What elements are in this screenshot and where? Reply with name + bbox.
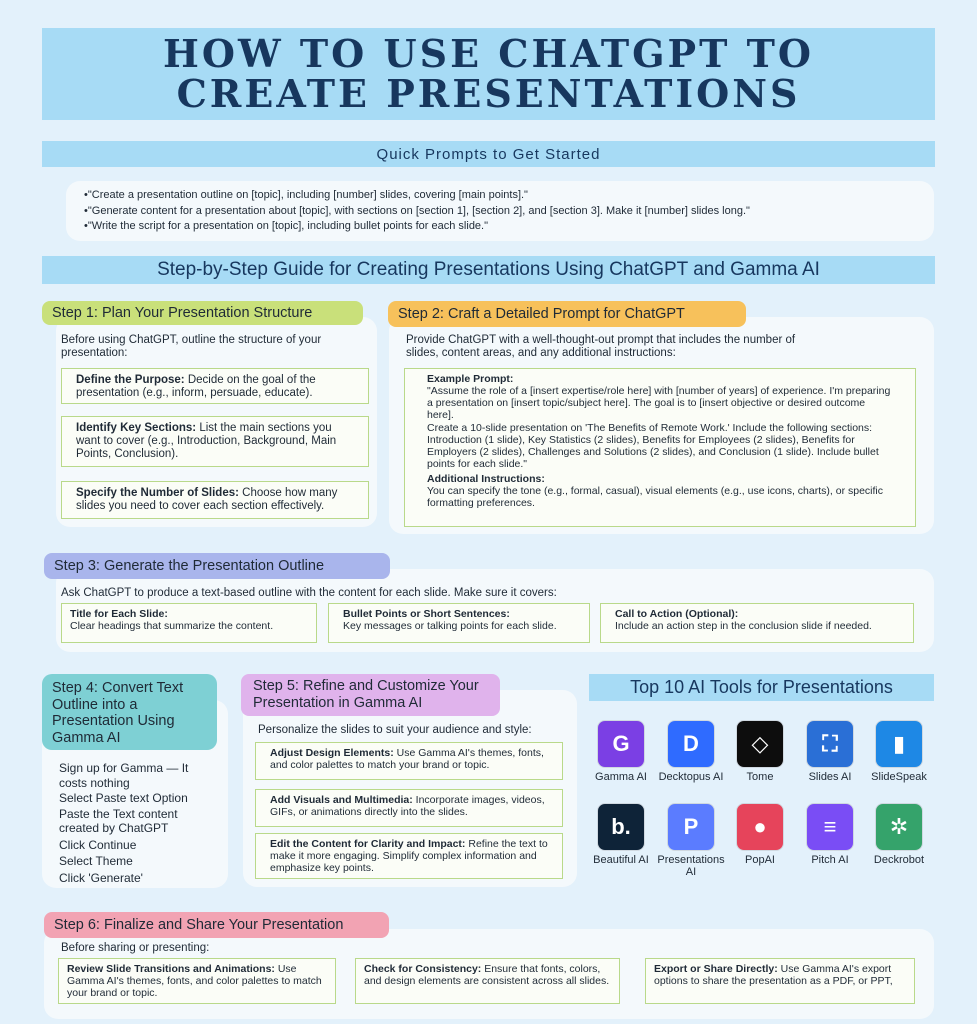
step5-title: Step 5: Refine and Customize Your Presentation in Gamma AI (241, 674, 500, 716)
step5-box-content: Edit the Content for Clarity and Impact: Refine the text to make it more engaging. Simplify complex information and emphasize key points. (255, 833, 563, 879)
additional-instructions-text: You can specify the tone (e.g., formal, casual), visual elements (e.g., use icons, charts), or specific formatting preferences. (427, 485, 883, 509)
tool-item (656, 720, 726, 783)
step6-box-transitions: Review Slide Transitions and Animations: Use Gamma AI's themes, fonts, and color palettes to match your brand or topic. (58, 958, 336, 1004)
decktopus-logo-icon: D (667, 720, 715, 768)
step1-intro: Before using ChatGPT, outline the structure of your presentation: (61, 334, 322, 359)
step4-item: Select Paste text Option (59, 791, 188, 805)
step4-item: Paste the Text content created by ChatGPT (59, 806, 178, 835)
beautiful-logo-icon: b. (597, 803, 645, 851)
tool-name: Beautiful AI (593, 854, 649, 866)
tool-item (586, 720, 656, 783)
gamma-logo-icon: G (597, 720, 645, 768)
tool-item (795, 803, 865, 866)
tool-item (656, 803, 726, 878)
tool-name: Gamma AI (595, 771, 647, 783)
guide-heading: Step-by-Step Guide for Creating Presentations Using ChatGPT and Gamma AI (42, 256, 935, 284)
tool-item (725, 803, 795, 866)
step3-box-cta: Call to Action (Optional): Include an action step in the conclusion slide if needed. (600, 603, 914, 643)
tool-name: Slides AI (808, 771, 852, 783)
quick-prompt-item: • "Create a presentation outline on [topic], including [number] slides, covering [main points]." (84, 188, 916, 204)
quick-prompt-item: • "Generate content for a presentation about [topic], with sections on [section 1], [section 2], and [section 3]. Make it [number] slides long." (84, 204, 916, 220)
slidesai-logo-icon: ⛶ (806, 720, 854, 768)
tool-name: Deckrobot (873, 854, 925, 866)
example-prompt-p1: "Assume the role of a [insert expertise/role here] with [number of years] of experience. I'm preparing a presentation on [insert topic/subject here]. The goal is to [insert objective or desired outcome here]. (427, 385, 891, 421)
step5-box-visuals: Add Visuals and Multimedia: Incorporate images, videos, GIFs, or animations directly into the slides. (255, 789, 563, 827)
step2-example-box (404, 368, 916, 527)
step4-item: Sign up for Gamma — It costs nothing (59, 761, 189, 790)
deckrobot-logo-icon: ✲ (875, 803, 923, 851)
step5-intro: Personalize the slides to suit your audience and style: (258, 724, 532, 736)
step2-title: Step 2: Craft a Detailed Prompt for ChatGPT (388, 301, 746, 327)
step4-item: Click 'Generate' (59, 870, 143, 885)
step6-box-export: Export or Share Directly: Use Gamma AI's export options to share the presentation as a PDF, or PPT, (645, 958, 915, 1004)
tool-name: Decktopus AI (658, 771, 724, 783)
step6-title: Step 6: Finalize and Share Your Presentation (44, 912, 389, 938)
tome-logo-icon: ◇ (736, 720, 784, 768)
presentations-logo-icon: P (667, 803, 715, 851)
step6-intro: Before sharing or presenting: (61, 942, 210, 954)
popai-logo-icon: ● (736, 803, 784, 851)
example-prompt-label: Example Prompt: (427, 373, 514, 385)
pitch-logo-icon: ≡ (806, 803, 854, 851)
quick-prompts-card (66, 181, 934, 241)
slidespeak-logo-icon: ▮ (875, 720, 923, 768)
step3-box-title: Title for Each Slide: Clear headings that summarize the content. (61, 603, 317, 643)
step6-box-consistency: Check for Consistency: Ensure that fonts, colors, and design elements are consistent across all slides. (355, 958, 620, 1004)
tools-heading: Top 10 AI Tools for Presentations (589, 674, 934, 701)
additional-instructions-label: Additional Instructions: (427, 473, 545, 485)
step3-intro: Ask ChatGPT to produce a text-based outline with the content for each slide. Make sure it covers: (61, 587, 557, 599)
step1-title: Step 1: Plan Your Presentation Structure (42, 301, 363, 325)
step4-list (59, 761, 219, 885)
tool-name: PopAI (745, 854, 775, 866)
step2-intro: Provide ChatGPT with a well-thought-out prompt that includes the number of slides, content areas, and any additional instructions: (406, 334, 796, 359)
step5-box-design: Adjust Design Elements: Use Gamma AI's themes, fonts, and color palettes to match your brand or topic. (255, 742, 563, 780)
title-banner (42, 28, 935, 120)
example-prompt-p2: Create a 10-slide presentation on 'The Benefits of Remote Work.' Include the following sections: Introduction (1 slide), Key Statistics (2 slides), Benefits for Employees (2 slides), Benefits for Employers (2 slides), Challenges and Solutions (2 slides), and Conclusion (1 slide). Include bullet points for each slide." (427, 422, 879, 470)
step4-item: Select Theme (59, 854, 133, 868)
page-title-line2: CREATE PRESENTATIONS (176, 71, 801, 116)
tool-name: Pitch AI (811, 854, 849, 866)
tool-name: Tome (746, 771, 774, 783)
tool-name: SlideSpeak (871, 771, 927, 783)
step4-title: Step 4: Convert Text Outline into a Presentation Using Gamma AI (42, 674, 217, 750)
step4-item: Click Continue (59, 837, 137, 852)
tool-item (864, 803, 934, 866)
tool-item (725, 720, 795, 783)
step1-box-sections: Identify Key Sections: List the main sections you want to cover (e.g., Introduction, Background, Main Points, Conclusion). (61, 416, 369, 467)
step1-box-slides: Specify the Number of Slides: Choose how many slides you need to cover each section effectively. (61, 481, 369, 519)
step3-title: Step 3: Generate the Presentation Outline (44, 553, 390, 579)
tool-item (864, 720, 934, 783)
page-title-line1: HOW TO USE CHATGPT TO (162, 31, 815, 76)
step3-box-bullets: Bullet Points or Short Sentences: Key messages or talking points for each slide. (328, 603, 590, 643)
tool-name: Presentations AI (657, 854, 725, 878)
tool-item (795, 720, 865, 783)
quick-prompts-heading: Quick Prompts to Get Started (42, 141, 935, 167)
quick-prompt-item: • "Write the script for a presentation on [topic], including bullet points for each slide." (84, 219, 916, 235)
tool-item (586, 803, 656, 866)
step1-box-purpose: Define the Purpose: Decide on the goal of the presentation (e.g., inform, persuade, educate). (61, 368, 369, 404)
